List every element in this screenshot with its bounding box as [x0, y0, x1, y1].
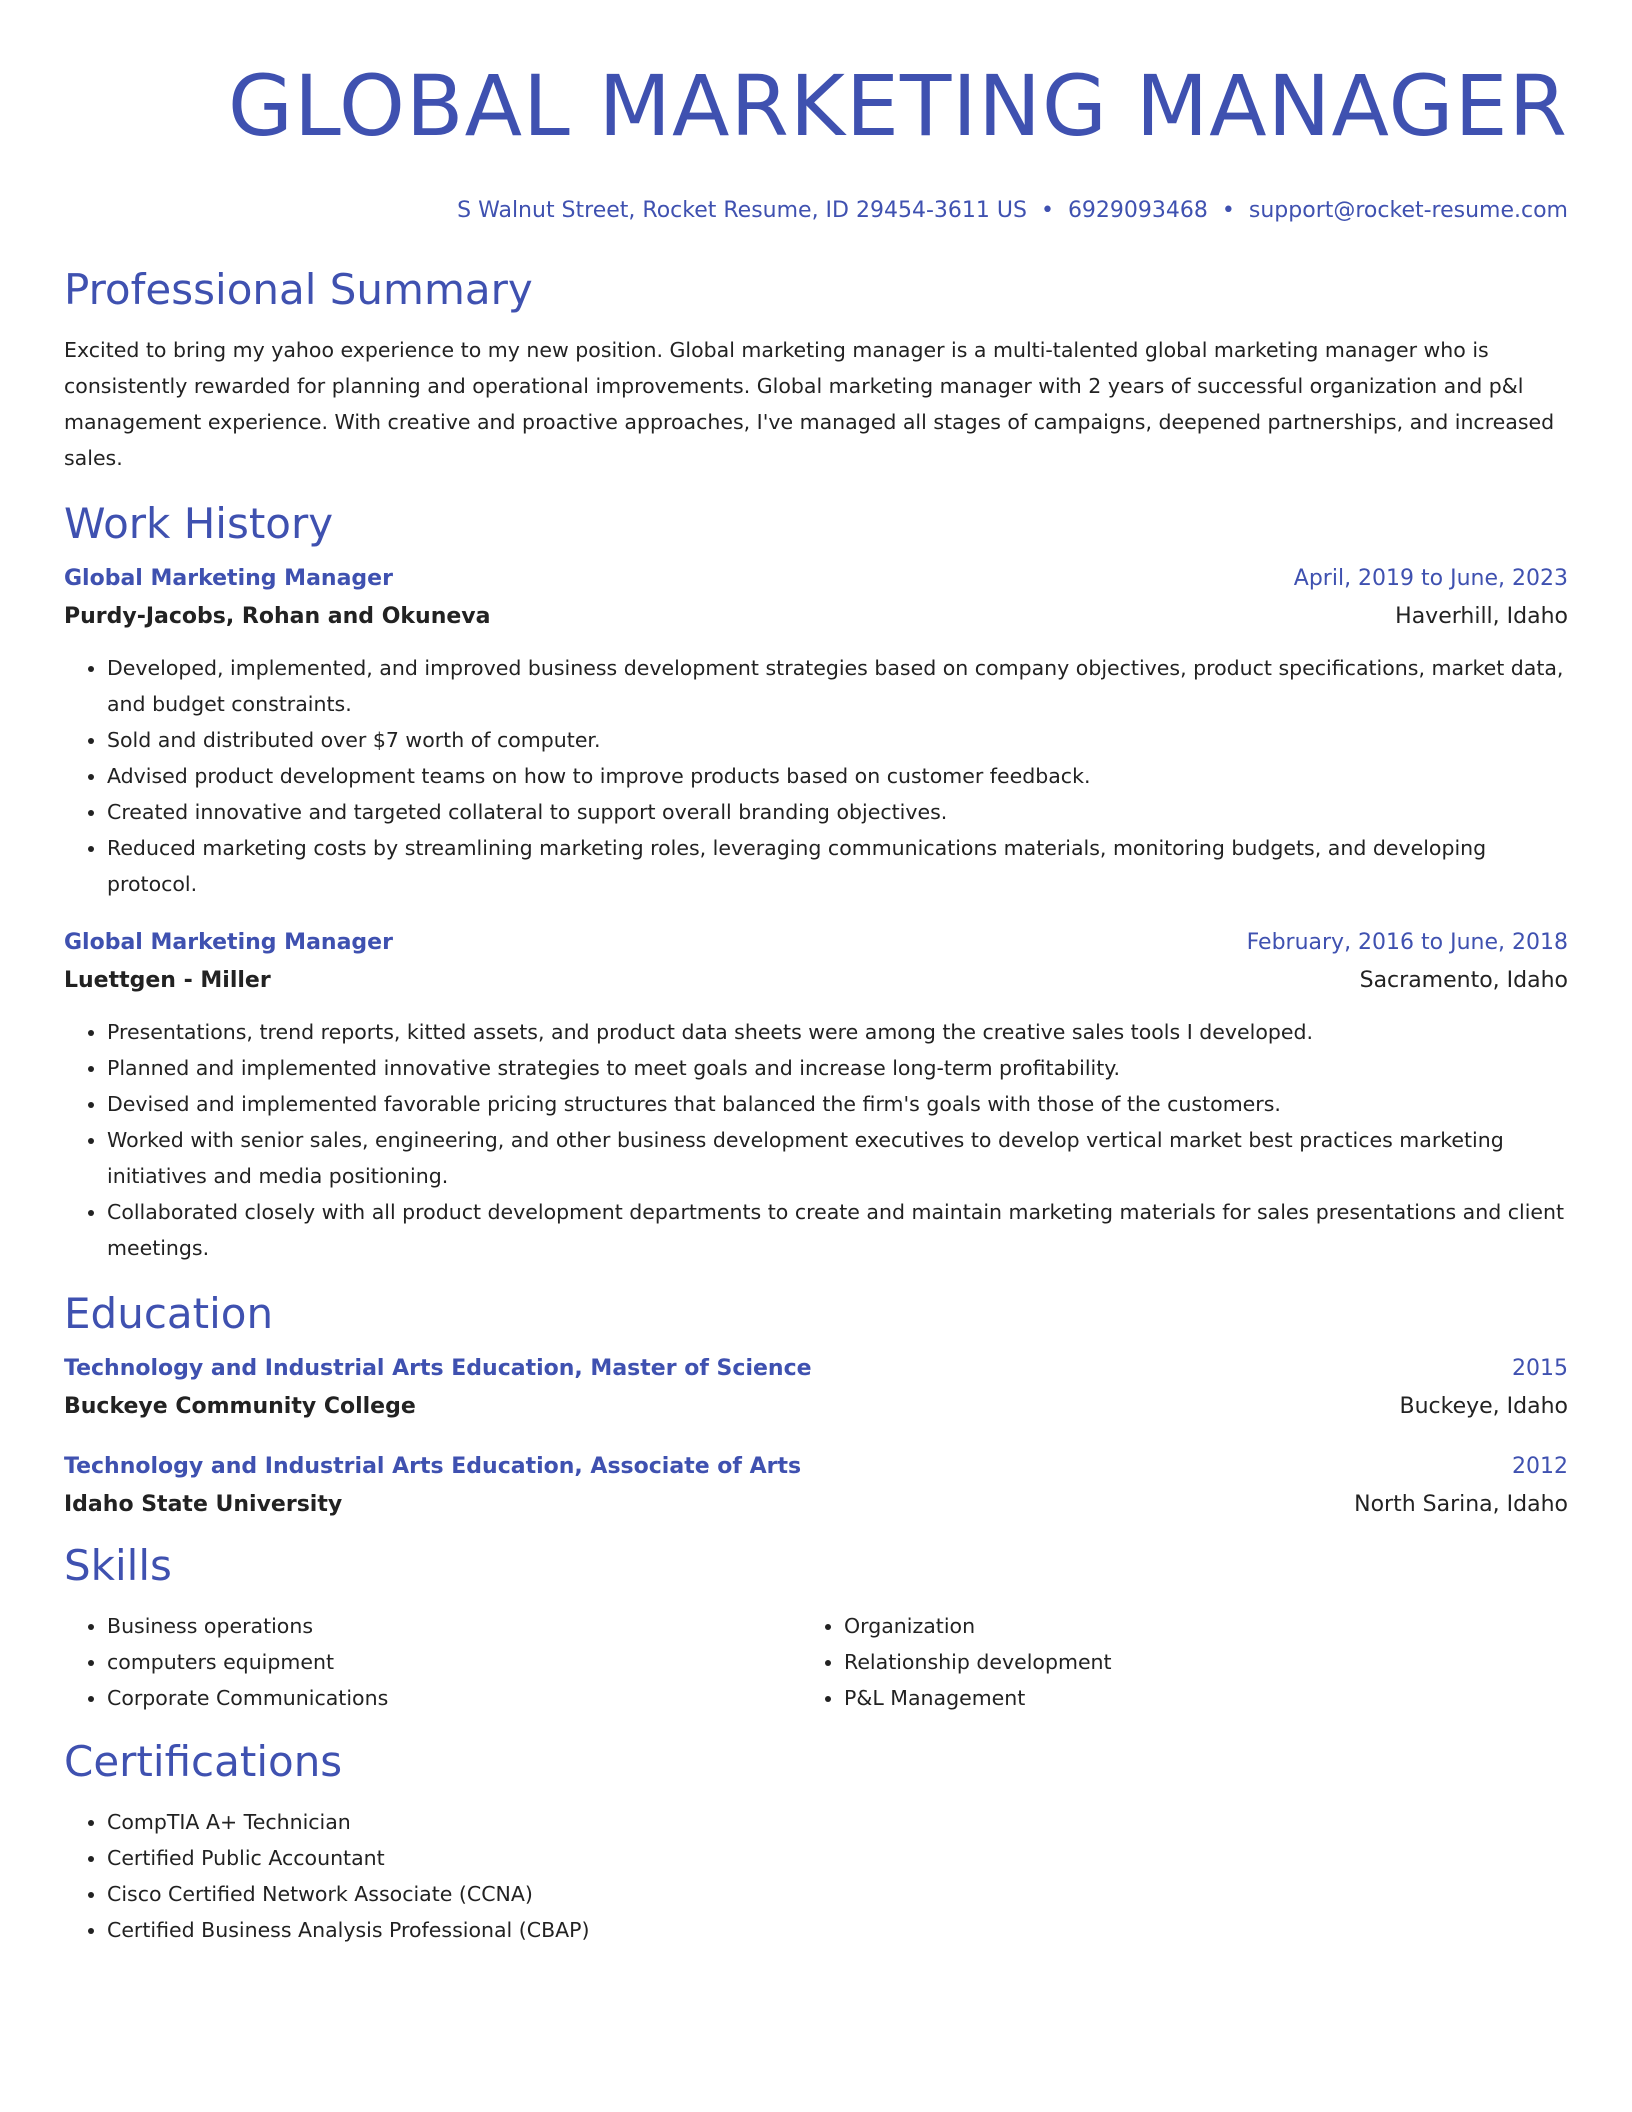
certifications-list	[64, 1804, 1568, 1948]
list-item: • Certified Public Accountant	[107, 1840, 1568, 1876]
list-item: • Developed, implemented, and improved business development strategies based on company objectives, product specifications, market data, and budget constraints.	[107, 650, 1568, 722]
school-name: Idaho State University	[64, 1492, 343, 1517]
certifications-section	[64, 1736, 1568, 1948]
graduation-year: 2012	[1512, 1454, 1568, 1479]
list-item: • Reduced marketing costs by streamlining marketing roles, leveraging communications materials, monitoring budgets, and developing protocol.	[107, 830, 1568, 902]
section-title-summary: Professional Summary	[64, 265, 533, 314]
job-location: Haverhill, Idaho	[1395, 604, 1568, 629]
separator: •	[1221, 198, 1235, 223]
summary-text: Excited to bring my yahoo experience to my new position. Global marketing manager is a multi-talented global marketing manager who is consistently rewarded for planning and operational improvements. Global marketing manager with 2 years of successful organization and p&l management experience. With creative and proactive approaches, I've managed all stages of campaigns, deepened partnerships, and increased sales.	[64, 338, 1555, 470]
school-location: Buckeye, Idaho	[1399, 1394, 1568, 1419]
list-item: • Worked with senior sales, engineering, and other business development executives to develop vertical market best practices marketing initiatives and media positioning.	[107, 1122, 1568, 1194]
job-bullets	[64, 1014, 1568, 1266]
list-item: • Relationship development	[844, 1644, 1538, 1680]
list-item: • computers equipment	[107, 1644, 801, 1680]
skills-section	[64, 1540, 1568, 1716]
job-location: Sacramento, Idaho	[1359, 968, 1568, 993]
list-item: • Advised product development teams on how to improve products based on customer feedback.	[107, 758, 1568, 794]
job-title: Global Marketing Manager	[64, 566, 393, 591]
job-dates: April, 2019 to June, 2023	[1293, 566, 1568, 591]
degree: Technology and Industrial Arts Education, Master of Science	[64, 1356, 812, 1381]
work-history-section	[64, 498, 1568, 1266]
contact-line	[64, 196, 1568, 226]
list-item: • P&L Management	[844, 1680, 1538, 1716]
skills-list-right	[801, 1608, 1538, 1716]
list-item: • Devised and implemented favorable pricing structures that balanced the firm's goals with those of the customers.	[107, 1086, 1568, 1122]
list-item: • Collaborated closely with all product development departments to create and maintain marketing materials for sales presentations and client meetings.	[107, 1194, 1568, 1266]
school-name: Buckeye Community College	[64, 1394, 416, 1419]
education-entry	[64, 1354, 1568, 1422]
list-item: • Presentations, trend reports, kitted assets, and product data sheets were among the creative sales tools I developed.	[107, 1014, 1568, 1050]
list-item: • Created innovative and targeted collateral to support overall branding objectives.	[107, 794, 1568, 830]
job-bullets	[64, 650, 1568, 902]
job-dates: February, 2016 to June, 2018	[1246, 930, 1568, 955]
job-title: Global Marketing Manager	[64, 930, 393, 955]
job-entry	[64, 928, 1568, 1266]
email-link[interactable]: support@rocket-resume.com	[1248, 198, 1568, 223]
list-item: • Certified Business Analysis Professional (CBAP)	[107, 1912, 1568, 1948]
school-location: North Sarina, Idaho	[1354, 1492, 1568, 1517]
skills-list-left	[64, 1608, 801, 1716]
company-name: Luettgen - Miller	[64, 968, 271, 993]
list-item: • Organization	[844, 1608, 1538, 1644]
separator: •	[1040, 198, 1054, 223]
degree: Technology and Industrial Arts Education, Associate of Arts	[64, 1454, 802, 1479]
phone[interactable]: 6929093468	[1067, 198, 1208, 223]
address: S Walnut Street, Rocket Resume, ID 29454-3611 US	[457, 198, 1027, 223]
list-item: • Business operations	[107, 1608, 801, 1644]
section-title-skills: Skills	[64, 1541, 172, 1590]
graduation-year: 2015	[1512, 1356, 1568, 1381]
company-name: Purdy-Jacobs, Rohan and Okuneva	[64, 604, 491, 629]
list-item: • Sold and distributed over $7 worth of computer.	[107, 722, 1568, 758]
education-entry	[64, 1452, 1568, 1520]
list-item: • Planned and implemented innovative strategies to meet goals and increase long-term profitability.	[107, 1050, 1568, 1086]
skills-grid	[64, 1608, 1568, 1716]
list-item: • CompTIA A+ Technician	[107, 1804, 1568, 1840]
resume-header	[64, 56, 1568, 226]
section-title-work-history: Work History	[64, 499, 334, 548]
candidate-title: GLOBAL MARKETING MANAGER	[227, 57, 1568, 155]
list-item: • Corporate Communications	[107, 1680, 801, 1716]
section-title-education: Education	[64, 1289, 274, 1338]
education-section	[64, 1288, 1568, 1520]
summary-section	[64, 264, 1568, 476]
list-item: • Cisco Certified Network Associate (CCNA)	[107, 1876, 1568, 1912]
job-entry	[64, 564, 1568, 902]
section-title-certifications: Certifications	[64, 1737, 343, 1786]
